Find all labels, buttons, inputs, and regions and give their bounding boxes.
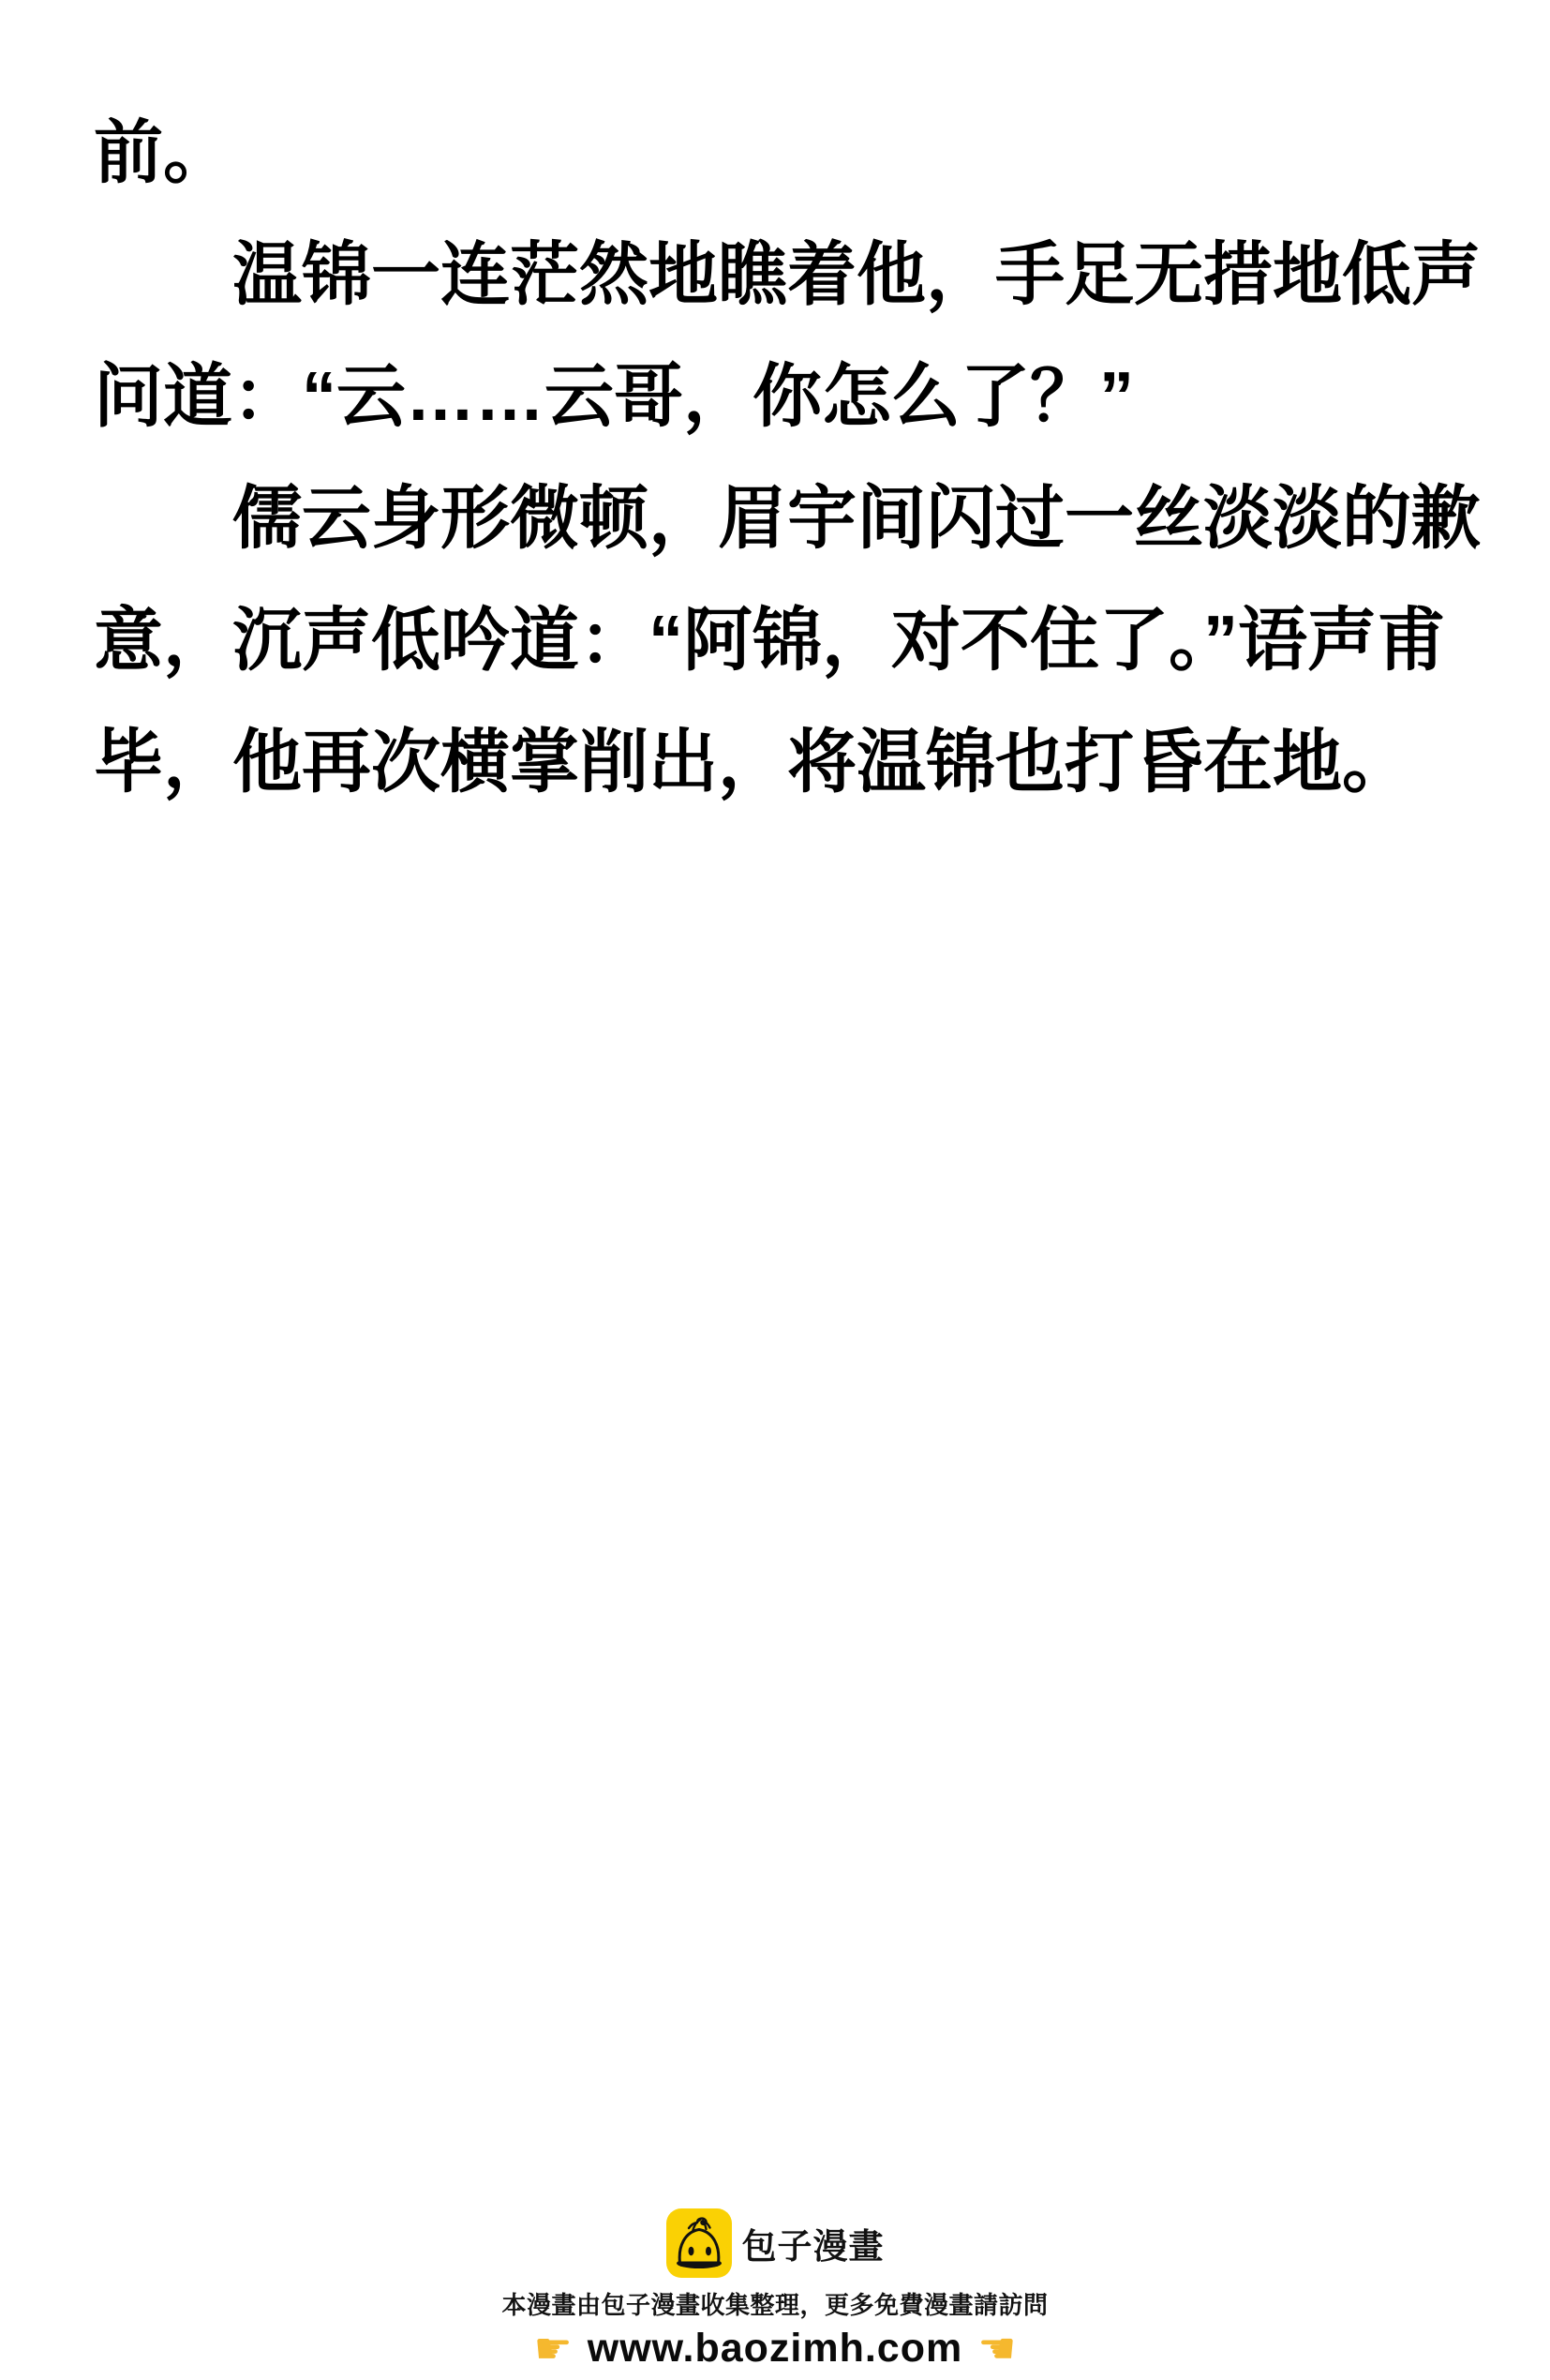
text-line: 问道：“云……云哥，你怎么了？” <box>94 357 1134 435</box>
watermark-footer <box>0 2208 1550 2371</box>
text-line: 意，沉声低吟道：“阿锦，对不住了。”语声甫 <box>94 601 1446 679</box>
text-line: 毕，他再次横掌削出，将温锦也打昏在地。 <box>94 723 1411 801</box>
pointing-right-hand-icon: ☛ <box>533 2323 573 2373</box>
pointing-left-hand-icon: ☚ <box>977 2323 1017 2373</box>
brand-name: 包子漫畫 <box>741 2227 885 2266</box>
novel-text-block <box>94 92 1488 823</box>
website-url: www.baozimh.com <box>587 2326 963 2371</box>
text-line: 前。 <box>94 113 232 191</box>
text-line: 温锦一连茫然地瞧着他，手足无措地低声 <box>232 235 1481 313</box>
brand-row <box>0 2208 1550 2278</box>
website-link[interactable] <box>0 2323 1550 2373</box>
footer-info-text: 本漫畫由包子漫畫收集整理，更多免費漫畫請訪問 <box>501 2291 1049 2319</box>
baozi-bun-logo-icon <box>666 2208 732 2278</box>
text-line: 儒云身形微顿，眉宇间闪过一丝淡淡的歉 <box>232 479 1481 557</box>
